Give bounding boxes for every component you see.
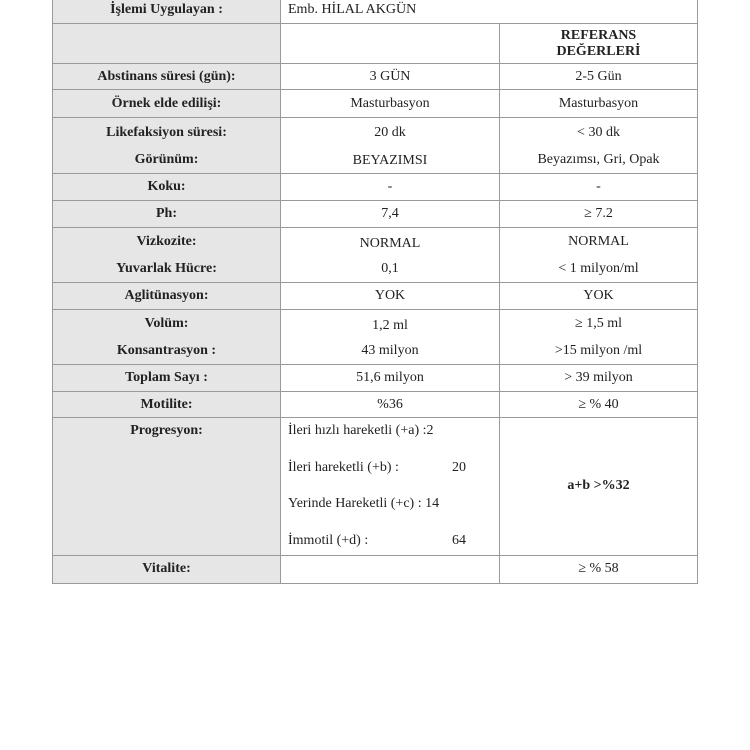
progression-line [288,423,466,460]
table-row [53,418,698,556]
total-count-ref: > 39 milyon [500,365,698,392]
liquefaction-appearance-labels [53,118,281,174]
appearance-ref: Beyazımsı, Gri, Opak [537,151,660,167]
vitality-label: Vitalite: [53,555,281,583]
viscosity-roundcell-refs [500,228,698,283]
table-row [53,365,698,392]
operator-value: Emb. HİLAL AKGÜN [281,0,698,24]
collection-ref: Masturbasyon [500,90,698,118]
viscosity-ref: NORMAL [568,234,629,249]
volume-concentration-values [281,310,500,365]
progression-line [288,533,466,555]
progression-label: Progresyon: [53,418,281,556]
table-row [53,24,698,64]
viscosity-label: Vizkozite: [136,234,197,249]
volume-concentration-refs [500,310,698,365]
abstinence-label: Abstinans süresi (gün): [53,64,281,90]
appearance-value: BEYAZIMSI [352,152,428,168]
volume-value: 1,2 ml [372,318,408,333]
table-row [53,228,698,283]
table-row [53,555,698,583]
collection-value: Masturbasyon [281,90,500,118]
motility-value: %36 [281,392,500,418]
volume-concentration-labels [53,310,281,365]
viscosity-roundcell-values [281,228,500,283]
reference-header-line-1: REFERANS [560,27,637,43]
progression-number: 64 [452,532,466,548]
collection-label: Örnek elde edilişi: [53,90,281,118]
volume-label: Volüm: [144,316,189,331]
liquefaction-label: Likefaksiyon süresi: [106,124,227,140]
motility-label: Motilite: [53,392,281,418]
concentration-label: Konsantrasyon : [116,343,217,358]
liquefaction-appearance-values [281,118,500,174]
abstinence-value: 3 GÜN [281,64,500,90]
motility-ref: ≥ % 40 [500,392,698,418]
progression-text: İleri hızlı hareketli (+a) :2 [288,423,434,438]
ph-label: Ph: [53,201,281,228]
concentration-ref: >15 milyon /ml [554,343,643,358]
progression-ref: a+b >%32 [500,418,698,556]
table-row [53,90,698,118]
liquefaction-value: 20 dk [374,124,406,140]
odor-label: Koku: [53,174,281,201]
table-row [53,118,698,174]
progression-values [281,418,500,556]
vitality-value [281,555,500,583]
round-cell-value: 0,1 [381,261,399,276]
round-cell-label: Yuvarlak Hücre: [116,261,217,276]
liquefaction-ref: < 30 dk [577,124,620,140]
progression-text: İmmotil (+d) : [288,532,369,548]
progression-line [288,460,466,497]
progression-number: 20 [452,459,466,475]
progression-line [288,496,466,533]
operator-label: İşlemi Uygulayan : [53,0,281,24]
odor-value: - [281,174,500,201]
abstinence-ref: 2-5 Gün [500,64,698,90]
liquefaction-appearance-refs [500,118,698,174]
odor-ref: - [500,174,698,201]
volume-ref: ≥ 1,5 ml [575,316,622,331]
table-row [53,0,698,24]
agglutination-ref: YOK [500,283,698,310]
total-count-value: 51,6 milyon [281,365,500,392]
concentration-value: 43 milyon [361,343,419,358]
reference-header [500,24,698,64]
vitality-ref: ≥ % 58 [500,555,698,583]
table-row [53,283,698,310]
progression-text: İleri hareketli (+b) : [288,459,399,475]
results-table [52,0,698,584]
table-row [53,201,698,228]
appearance-label: Görünüm: [134,151,199,167]
agglutination-value: YOK [281,283,500,310]
table-row [53,392,698,418]
progression-text: Yerinde Hareketli (+c) : 14 [288,496,440,511]
ph-ref: ≥ 7.2 [500,201,698,228]
agglutination-label: Aglitünasyon: [53,283,281,310]
viscosity-roundcell-labels [53,228,281,283]
reference-header-line-2: DEĞERLERİ [556,43,641,59]
round-cell-ref: < 1 milyon/ml [558,261,639,276]
viscosity-value: NORMAL [359,236,421,251]
table-row [53,64,698,90]
table-row [53,310,698,365]
empty-label-cell [53,24,281,64]
total-count-label: Toplam Sayı : [53,365,281,392]
ph-value: 7,4 [281,201,500,228]
empty-value-cell [281,24,500,64]
table-row [53,174,698,201]
